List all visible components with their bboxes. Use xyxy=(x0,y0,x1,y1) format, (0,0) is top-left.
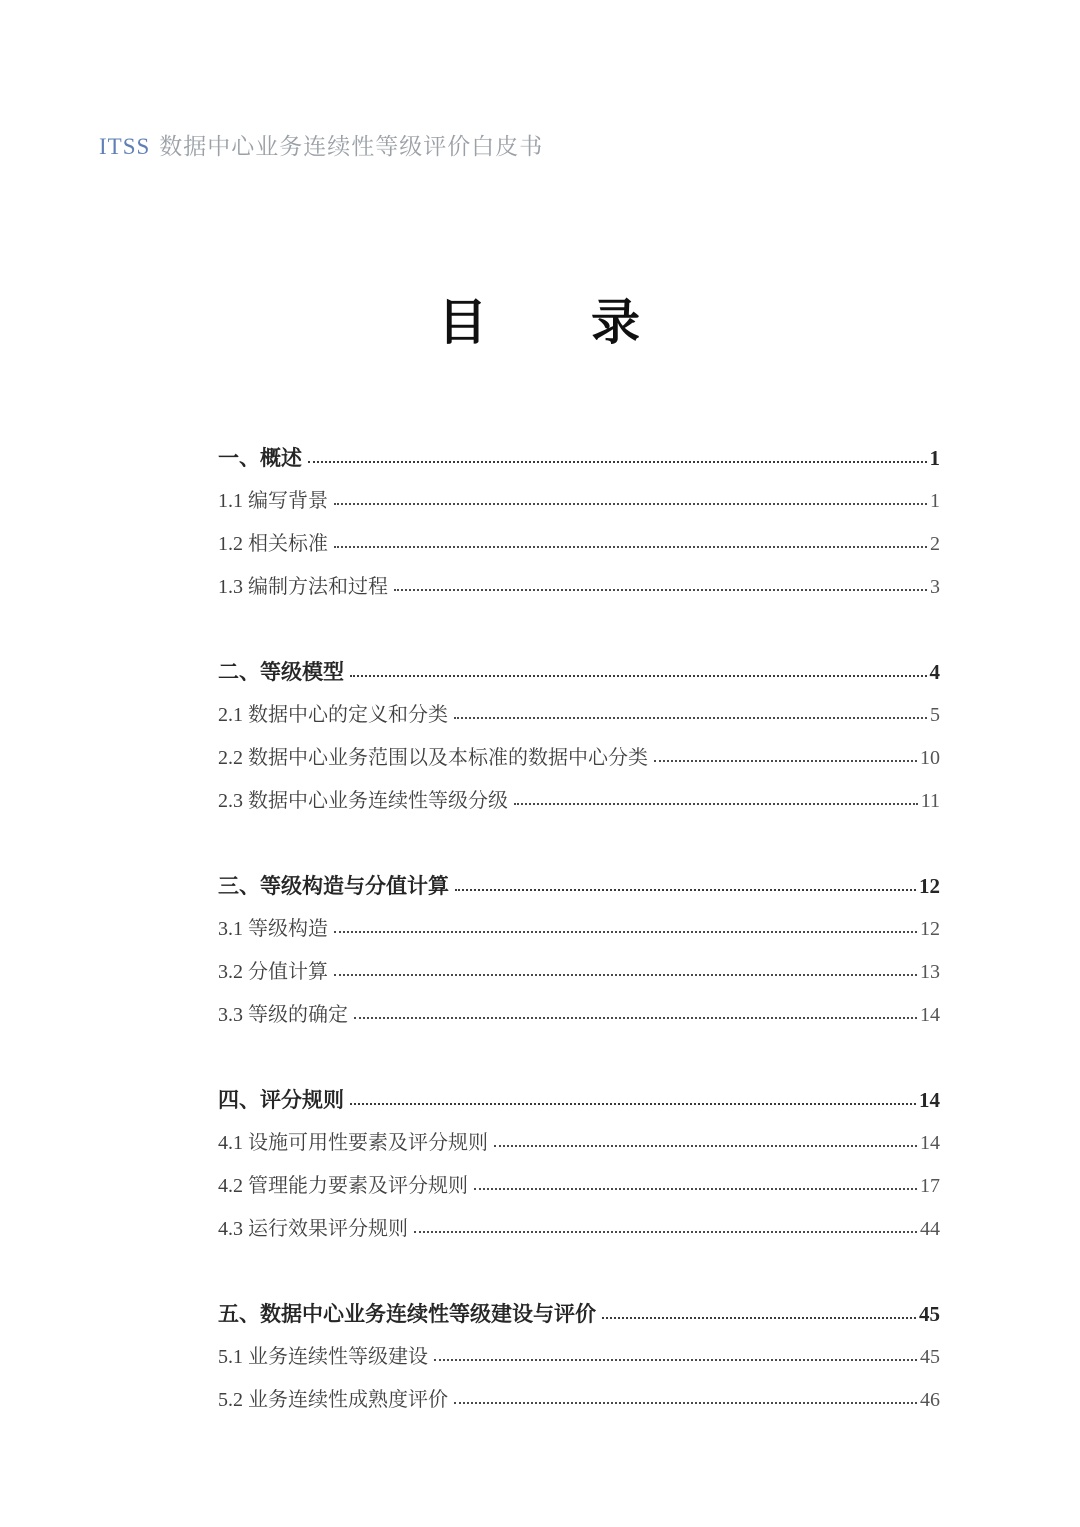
toc-leader-dots xyxy=(474,1188,917,1190)
toc-leader-dots xyxy=(434,1359,917,1361)
toc-item xyxy=(218,1208,940,1251)
toc-entry-page: 45 xyxy=(920,1346,940,1368)
toc-section xyxy=(218,1079,940,1251)
toc-entry-label: 3.1 等级构造 xyxy=(218,918,328,940)
toc-entry-label: 2.1 数据中心的定义和分类 xyxy=(218,704,448,726)
toc-section xyxy=(218,437,940,609)
toc-entry-label: 1.3 编制方法和过程 xyxy=(218,576,388,598)
toc-section xyxy=(218,651,940,823)
toc-entry-label: 5.2 业务连续性成熟度评价 xyxy=(218,1389,448,1411)
toc-leader-dots xyxy=(354,1017,917,1019)
toc-entry-page: 4 xyxy=(929,660,940,684)
toc-entry-label: 3.2 分值计算 xyxy=(218,961,328,983)
toc-entry-label: 4.1 设施可用性要素及评分规则 xyxy=(218,1132,488,1154)
toc-entry-label: 二、等级模型 xyxy=(218,660,344,684)
toc-section-heading xyxy=(218,1079,940,1122)
toc-item xyxy=(218,566,940,609)
toc-item xyxy=(218,951,940,994)
toc-entry-page: 17 xyxy=(920,1175,940,1197)
toc-leader-dots xyxy=(602,1317,916,1319)
toc-entry-label: 2.2 数据中心业务范围以及本标准的数据中心分类 xyxy=(218,747,648,769)
toc-entry-label: 2.3 数据中心业务连续性等级分级 xyxy=(218,790,508,812)
toc-entry-page: 45 xyxy=(919,1302,940,1326)
toc-leader-dots xyxy=(394,589,927,591)
toc-leader-dots xyxy=(454,1402,917,1404)
toc-leader-dots xyxy=(414,1231,917,1233)
document-header xyxy=(99,128,543,161)
toc-leader-dots xyxy=(334,546,927,548)
toc-item xyxy=(218,1122,940,1165)
toc-entry-page: 3 xyxy=(930,576,940,598)
itss-logo: ITSS xyxy=(99,134,151,159)
toc-item xyxy=(218,694,940,737)
toc-section-heading xyxy=(218,651,940,694)
toc-entry-label: 1.2 相关标准 xyxy=(218,533,328,555)
toc-entry-label: 5.1 业务连续性等级建设 xyxy=(218,1346,428,1368)
toc-item xyxy=(218,1379,940,1422)
toc-leader-dots xyxy=(334,503,927,505)
toc-section-heading xyxy=(218,1293,940,1336)
toc-item xyxy=(218,1165,940,1208)
toc-leader-dots xyxy=(334,974,917,976)
toc-section-heading xyxy=(218,865,940,908)
toc-section xyxy=(218,1293,940,1422)
toc-item xyxy=(218,780,940,823)
toc-entry-page: 5 xyxy=(930,704,940,726)
toc-item xyxy=(218,1336,940,1379)
toc-entry-label: 3.3 等级的确定 xyxy=(218,1004,348,1026)
toc-title: 目 录 xyxy=(437,295,642,350)
toc-leader-dots xyxy=(514,803,918,805)
toc-entry-page: 1 xyxy=(929,446,940,470)
toc-item xyxy=(218,523,940,566)
toc-entry-label: 一、概述 xyxy=(218,446,302,470)
toc-list xyxy=(218,437,940,1422)
toc-section-heading xyxy=(218,437,940,480)
toc-entry-page: 13 xyxy=(920,961,940,983)
toc-entry-page: 14 xyxy=(920,1132,940,1154)
toc-entry-label: 五、数据中心业务连续性等级建设与评价 xyxy=(218,1302,596,1326)
toc-entry-label: 四、评分规则 xyxy=(218,1088,344,1112)
toc-leader-dots xyxy=(654,760,917,762)
toc-entry-page: 10 xyxy=(920,747,940,769)
toc-leader-dots xyxy=(350,675,927,677)
toc-leader-dots xyxy=(455,889,916,891)
toc-entry-page: 12 xyxy=(919,874,940,898)
toc-leader-dots xyxy=(494,1145,917,1147)
toc-entry-page: 44 xyxy=(920,1218,940,1240)
toc-entry-page: 11 xyxy=(920,790,940,812)
toc-leader-dots xyxy=(308,461,927,463)
toc-item xyxy=(218,908,940,951)
toc-entry-label: 三、等级构造与分值计算 xyxy=(218,874,449,898)
toc-item xyxy=(218,994,940,1037)
toc-entry-page: 2 xyxy=(930,533,940,555)
toc-leader-dots xyxy=(334,931,917,933)
toc-entry-label: 4.2 管理能力要素及评分规则 xyxy=(218,1175,468,1197)
toc-leader-dots xyxy=(454,717,927,719)
toc-entry-page: 46 xyxy=(920,1389,940,1411)
toc-item xyxy=(218,480,940,523)
toc-entry-page: 1 xyxy=(930,490,940,512)
toc-entry-label: 4.3 运行效果评分规则 xyxy=(218,1218,408,1240)
header-title: 数据中心业务连续性等级评价白皮书 xyxy=(159,134,544,159)
toc-entry-page: 12 xyxy=(920,918,940,940)
toc-entry-label: 1.1 编写背景 xyxy=(218,490,328,512)
toc-item xyxy=(218,737,940,780)
toc-entry-page: 14 xyxy=(919,1088,940,1112)
toc-section xyxy=(218,865,940,1037)
toc-leader-dots xyxy=(350,1103,916,1105)
toc-entry-page: 14 xyxy=(920,1004,940,1026)
